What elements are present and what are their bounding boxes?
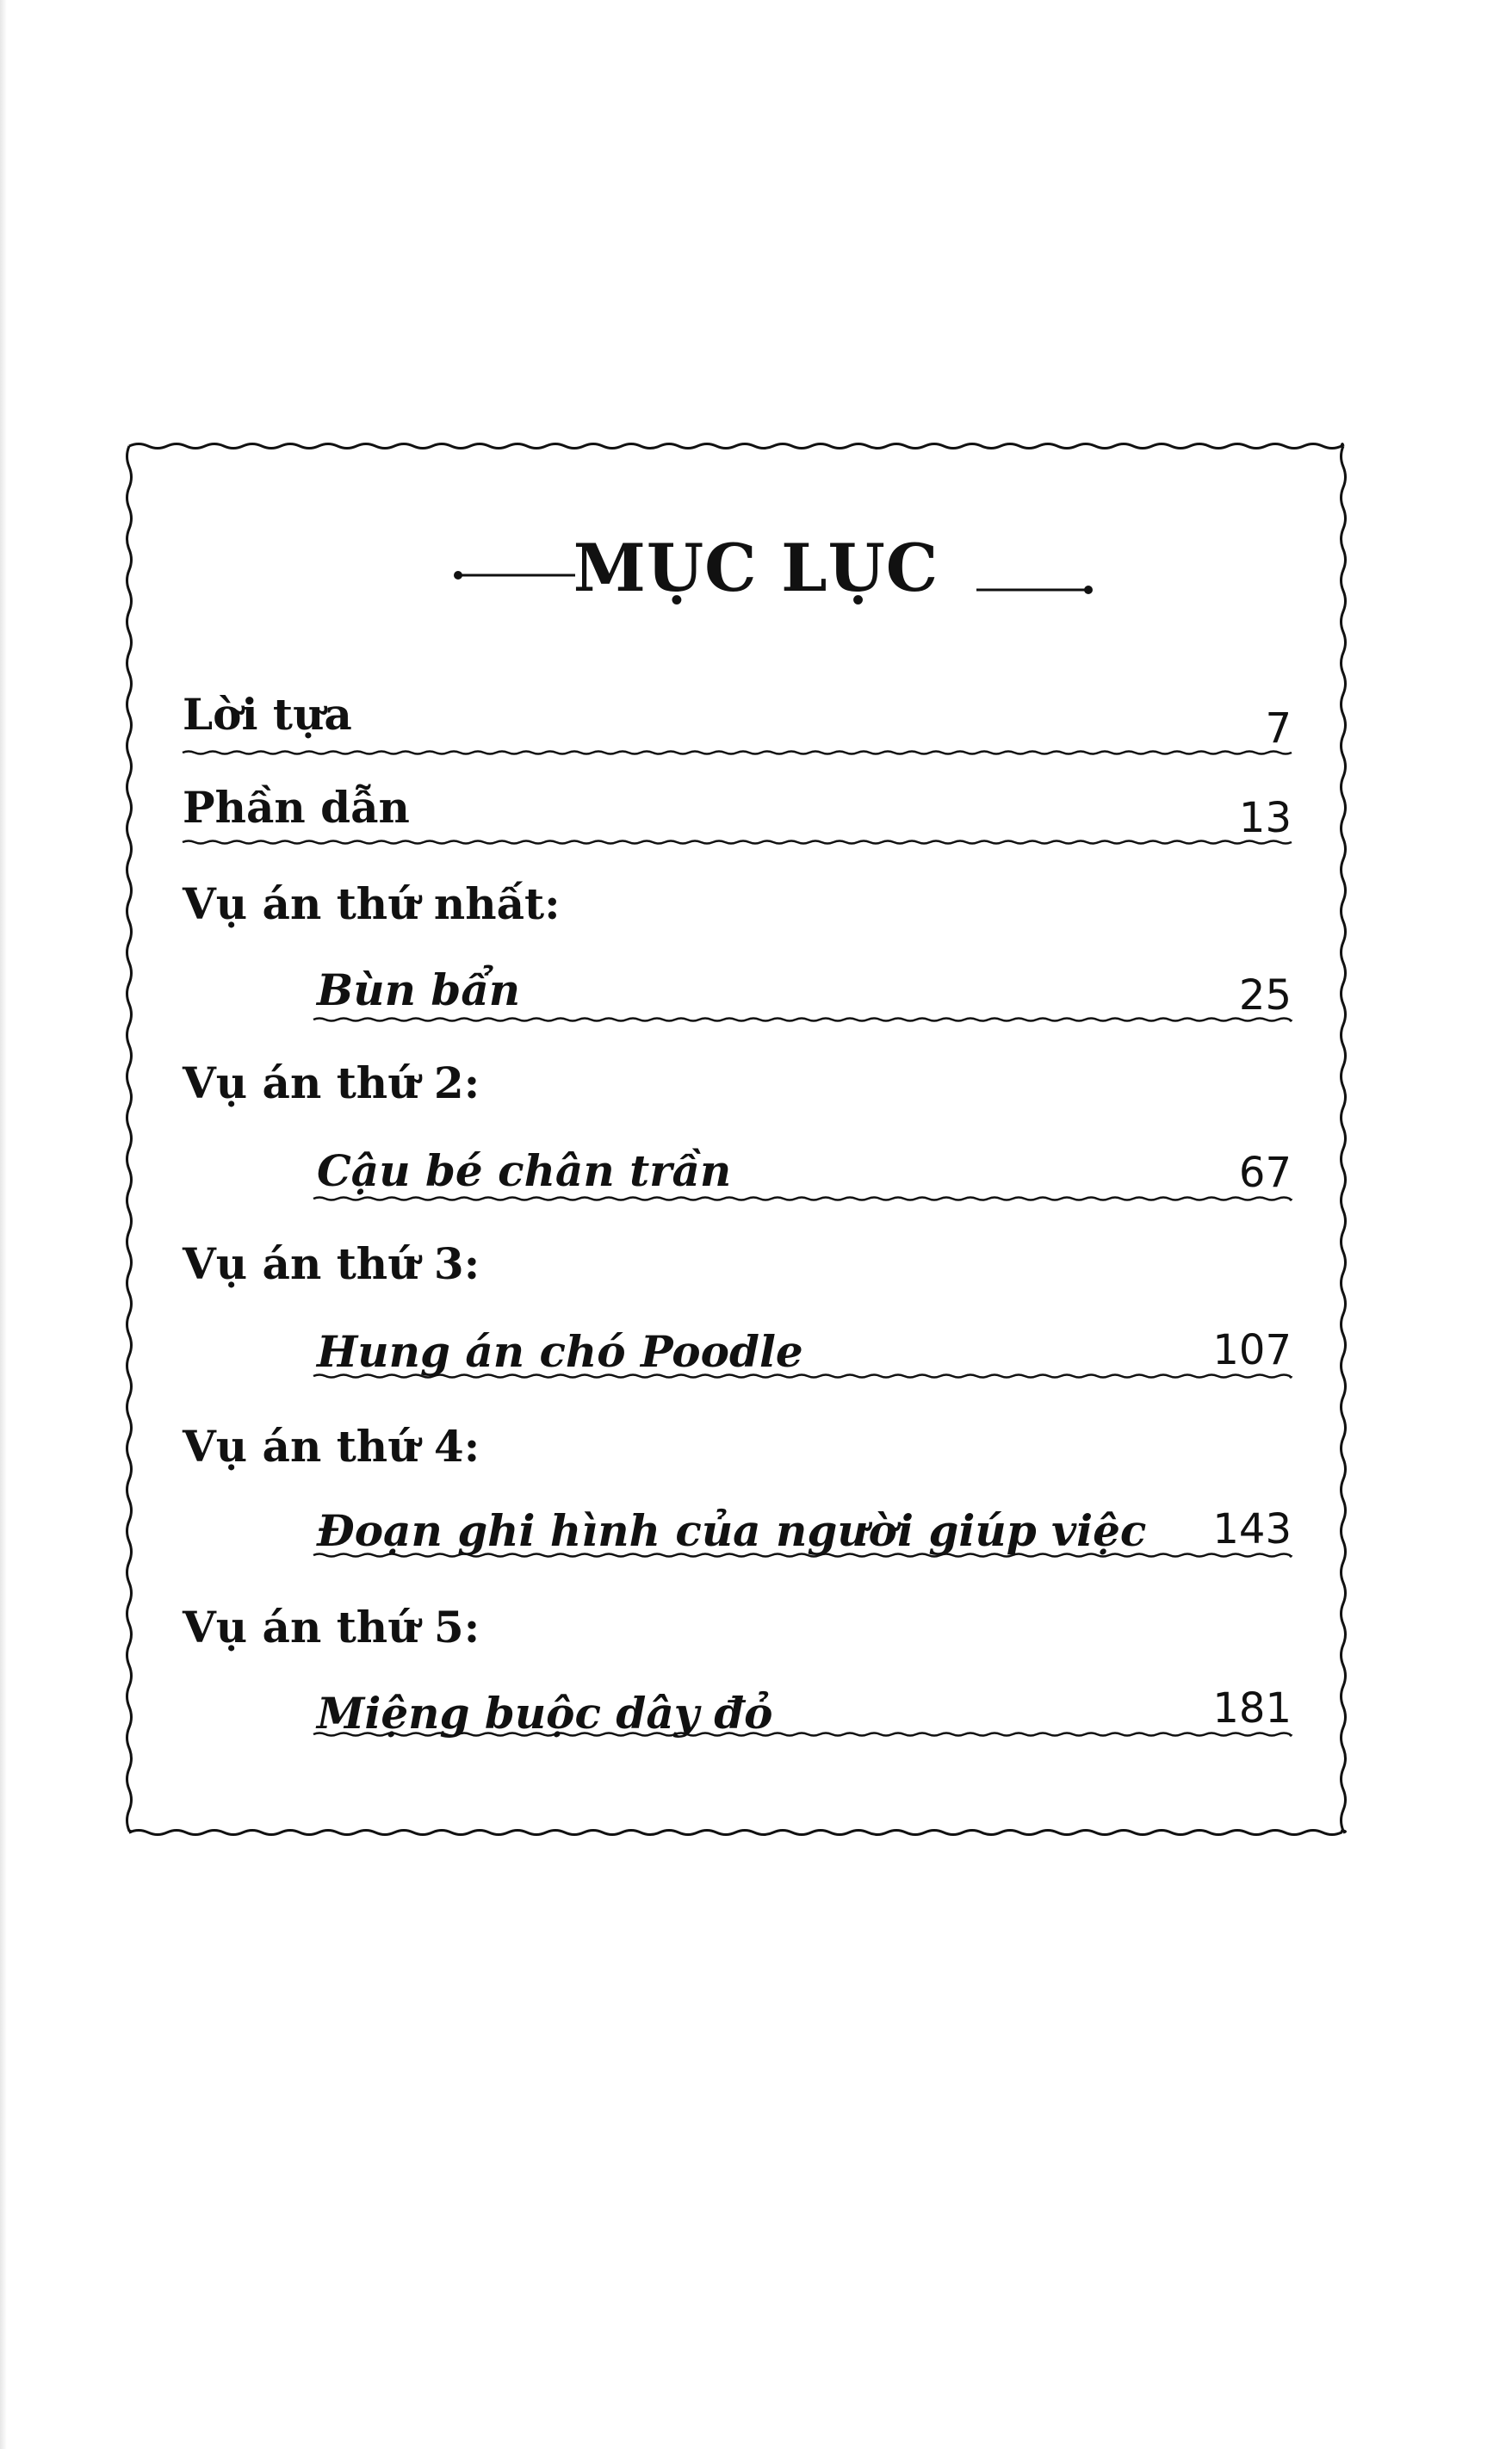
toc-entry-label[interactable]: Cậu bé chân trần	[317, 1145, 732, 1196]
toc-dotted-leader	[313, 1198, 1292, 1200]
toc-entry-page[interactable]: 7	[1265, 704, 1292, 753]
toc-dotted-leader	[313, 1019, 1292, 1021]
toc-entry-page[interactable]: 67	[1238, 1149, 1292, 1197]
frame-bottom-edge	[129, 1831, 1343, 1835]
toc-section-heading: Vụ án thứ nhất:	[183, 878, 561, 929]
toc-entry-label[interactable]: Đoạn ghi hình của người giúp việc	[317, 1505, 1147, 1556]
toc-entry-label[interactable]: Lời tựa	[183, 689, 352, 740]
toc-entry-label[interactable]: Miệng buộc dây đỏ	[317, 1688, 773, 1739]
toc-entry-page[interactable]: 107	[1212, 1326, 1292, 1374]
toc-dotted-leader	[183, 841, 1292, 844]
toc-section-heading: Vụ án thứ 5:	[183, 1602, 480, 1652]
toc-entry-page[interactable]: 13	[1238, 794, 1292, 842]
toc-section-heading: Vụ án thứ 2:	[183, 1057, 480, 1108]
toc-dotted-leader	[183, 752, 1292, 754]
toc-entry-label[interactable]: Hung án chó Poodle	[317, 1326, 803, 1377]
toc-entry-label[interactable]: Phần dẫn	[183, 782, 410, 833]
toc-entry-page[interactable]: 143	[1212, 1505, 1292, 1553]
toc-section-heading: Vụ án thứ 3:	[183, 1238, 480, 1289]
toc-entry-label[interactable]: Bùn bẩn	[317, 964, 521, 1015]
frame-top-edge	[129, 444, 1343, 449]
toc-section-heading: Vụ án thứ 4:	[183, 1421, 480, 1472]
toc-entry-page[interactable]: 181	[1212, 1684, 1292, 1733]
frame-left-edge	[127, 446, 132, 1832]
page-title: MỤC LỤC	[573, 530, 939, 606]
frame-right-edge	[1342, 446, 1346, 1832]
toc-entry-page[interactable]: 25	[1238, 971, 1292, 1020]
